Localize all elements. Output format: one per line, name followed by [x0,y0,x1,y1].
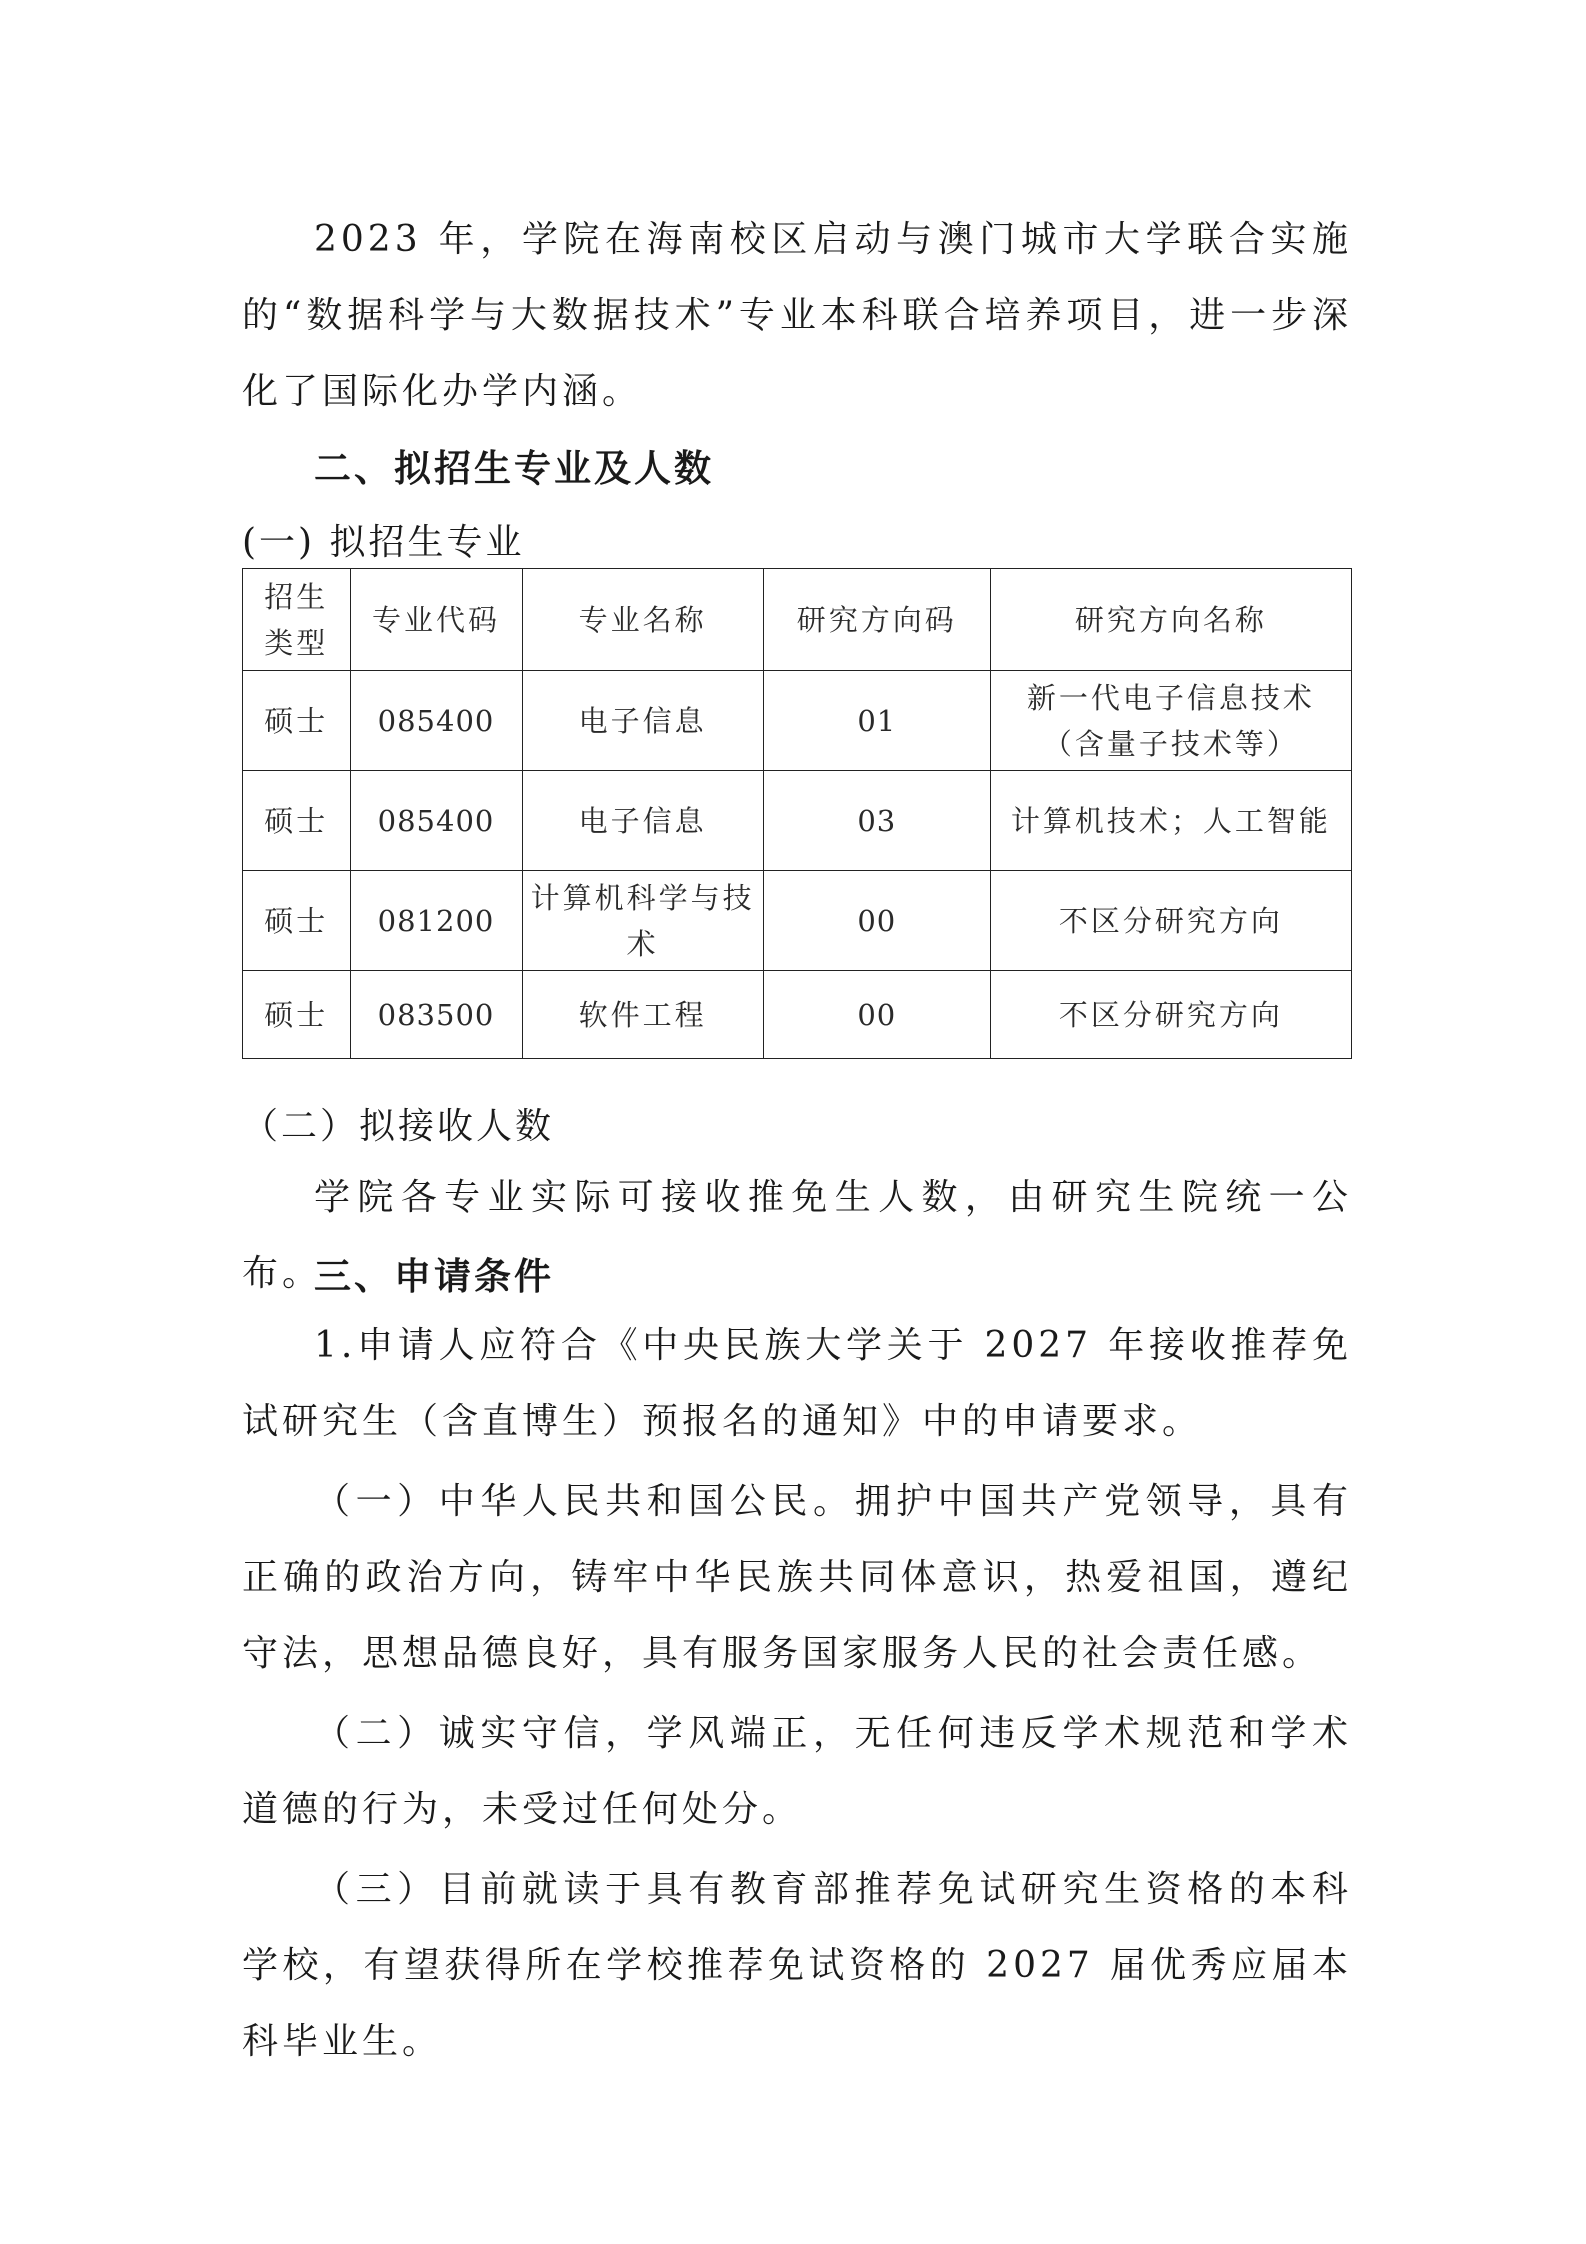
cell-code: 085400 [350,671,522,771]
table-row [243,871,1352,971]
header-cell-name: 专业名称 [522,569,763,671]
header-cell-direction-code: 研究方向码 [763,569,990,671]
cell-direction-name: 新一代电子信息技术（含量子技术等） [990,671,1351,771]
cell-direction-code: 03 [763,771,990,871]
condition-1: （一）中华人民共和国公民。拥护中国共产党领导，具有正确的政治方向，铸牢中华民族共同体意识，热爱祖国，遵纪守法，思想品德良好，具有服务国家服务人民的社会责任感。 [242,1481,1352,1674]
table-row [243,671,1352,771]
cell-direction-code: 00 [763,971,990,1059]
cell-type: 硕士 [243,771,351,871]
quota-paragraph: 学院各专业实际可接收推免生人数，由研究生院统一公布。 [242,1177,1352,1294]
section-3-heading: 三、申请条件 [314,1255,554,1298]
condition-2: （二）诚实守信，学风端正，无任何违反学术规范和学术道德的行为，未受过任何处分。 [242,1713,1352,1830]
header-cell-direction-name: 研究方向名称 [990,569,1351,671]
header-cell-code: 专业代码 [350,569,522,671]
subsection-majors-title: (一) 拟招生专业 [242,522,525,563]
condition-3: （三）目前就读于具有教育部推荐免试研究生资格的本科学校，有望获得所在学校推荐免试资格的 2027 届优秀应届本科毕业生。 [242,1869,1352,2062]
cell-direction-name: 不区分研究方向 [990,871,1351,971]
table-header-row [243,569,1352,671]
cell-type: 硕士 [243,971,351,1059]
table-row [243,771,1352,871]
cell-name: 计算机科学与技术 [522,871,763,971]
requirement-item-1: 1.申请人应符合《中央民族大学关于 2027 年接收推荐免试研究生（含直博生）预报名的通知》中的申请要求。 [242,1325,1352,1442]
cell-direction-name: 计算机技术；人工智能 [990,771,1351,871]
cell-type: 硕士 [243,871,351,971]
cell-type: 硕士 [243,671,351,771]
cell-code: 085400 [350,771,522,871]
cell-name: 电子信息 [522,771,763,871]
cell-code: 081200 [350,871,522,971]
table-row [243,971,1352,1059]
cell-name: 软件工程 [522,971,763,1059]
subsection-quota-title: （二）拟接收人数 [242,1106,555,1147]
cell-direction-code: 01 [763,671,990,771]
majors-table [242,568,1352,1059]
cell-direction-name: 不区分研究方向 [990,971,1351,1059]
cell-code: 083500 [350,971,522,1059]
section-2-heading: 二、拟招生专业及人数 [314,447,714,490]
cell-direction-code: 00 [763,871,990,971]
intro-paragraph: 2023 年，学院在海南校区启动与澳门城市大学联合实施的“数据科学与大数据技术”专业本科联合培养项目，进一步深化了国际化办学内涵。 [242,219,1352,412]
header-cell-type: 招生类型 [243,569,351,671]
cell-name: 电子信息 [522,671,763,771]
